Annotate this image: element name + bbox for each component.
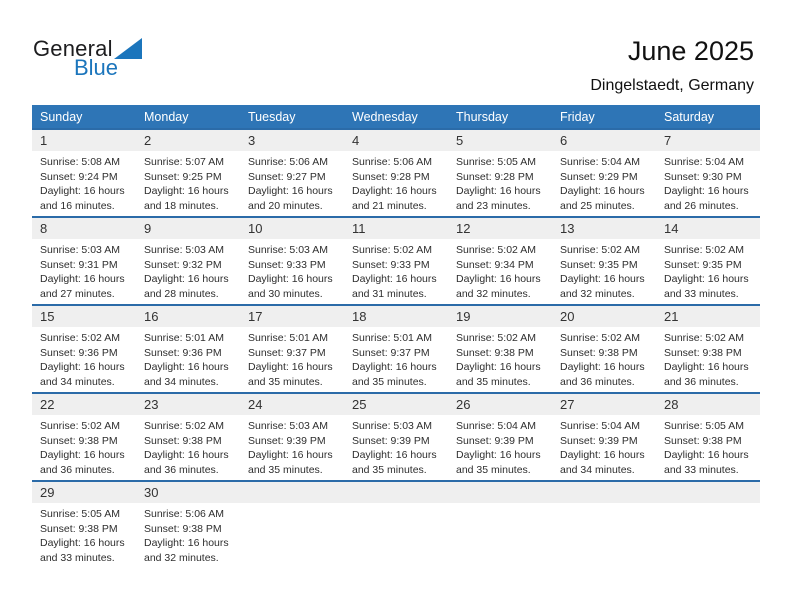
day-cell-details [240,151,344,213]
sunrise-line: Sunrise: 5:02 AM [664,244,744,256]
title-block [590,36,754,95]
sunset-line: Sunset: 9:33 PM [248,258,326,271]
day-cell-details [656,239,760,301]
week-details-row [32,151,760,213]
weekday-label-friday: Friday [560,109,595,124]
daylight-line-2: and 21 minutes. [352,199,427,212]
day-number: 13 [560,221,575,236]
daylight-line-1: Daylight: 16 hours [456,185,541,197]
empty-day-cell [344,503,448,565]
day-cell-details [240,239,344,301]
day-number-band [32,306,760,327]
sunrise-line: Sunrise: 5:04 AM [456,420,536,432]
day-cell-details [552,415,656,477]
sunrise-line: Sunrise: 5:03 AM [144,244,224,256]
daylight-line-2: and 35 minutes. [456,375,531,388]
daylight-line-2: and 23 minutes. [456,199,531,212]
daylight-line-1: Daylight: 16 hours [456,361,541,373]
week-details-row [32,415,760,477]
daylight-line-2: and 34 minutes. [560,463,635,476]
sunset-line: Sunset: 9:38 PM [664,434,742,447]
sunset-line: Sunset: 9:36 PM [40,346,118,359]
daylight-line-2: and 20 minutes. [248,199,323,212]
sunset-line: Sunset: 9:38 PM [664,346,742,359]
empty-day-cell [448,503,552,565]
daylight-line-1: Daylight: 16 hours [248,449,333,461]
sunset-line: Sunset: 9:38 PM [144,522,222,535]
day-number: 6 [560,133,568,148]
day-cell-details [448,151,552,213]
logo-text-blue: Blue [74,55,119,80]
empty-day-cell [552,503,656,565]
daylight-line-2: and 36 minutes. [664,375,739,388]
sunset-line: Sunset: 9:32 PM [144,258,222,271]
week-row [32,216,760,304]
day-cell-details [240,415,344,477]
sunrise-line: Sunrise: 5:02 AM [456,244,536,256]
sunset-line: Sunset: 9:39 PM [560,434,638,447]
sunset-line: Sunset: 9:36 PM [144,346,222,359]
daylight-line-1: Daylight: 16 hours [144,273,229,285]
weekday-label-wednesday: Wednesday [352,109,418,124]
sunrise-line: Sunrise: 5:07 AM [144,156,224,168]
day-number-band [32,218,760,239]
day-cell-details [240,327,344,389]
day-number: 28 [664,397,679,412]
sunset-line: Sunset: 9:31 PM [40,258,118,271]
sunset-line: Sunset: 9:39 PM [352,434,430,447]
day-cell-details [32,151,136,213]
empty-day-cell [240,503,344,565]
day-cell-details [656,151,760,213]
day-cell-details [656,327,760,389]
empty-day-number [552,482,656,503]
day-number: 18 [352,309,367,324]
daylight-line-1: Daylight: 16 hours [352,361,437,373]
sunset-line: Sunset: 9:37 PM [248,346,326,359]
sunset-line: Sunset: 9:24 PM [40,170,118,183]
sunrise-line: Sunrise: 5:05 AM [456,156,536,168]
daylight-line-2: and 36 minutes. [144,463,219,476]
daylight-line-2: and 35 minutes. [248,463,323,476]
sunset-line: Sunset: 9:38 PM [40,522,118,535]
sunrise-line: Sunrise: 5:08 AM [40,156,120,168]
day-number: 15 [40,309,55,324]
day-cell-details [136,327,240,389]
sunset-line: Sunset: 9:33 PM [352,258,430,271]
day-cell-details [344,415,448,477]
day-number: 26 [456,397,471,412]
day-number: 25 [352,397,367,412]
sunrise-line: Sunrise: 5:03 AM [40,244,120,256]
daylight-line-2: and 33 minutes. [664,287,739,300]
sunrise-line: Sunrise: 5:02 AM [40,420,120,432]
weekday-label-monday: Monday [144,109,189,124]
day-number: 22 [40,397,55,412]
sunrise-line: Sunrise: 5:02 AM [560,244,640,256]
sunrise-line: Sunrise: 5:02 AM [40,332,120,344]
day-cell-details [32,503,136,565]
empty-day-number [344,482,448,503]
daylight-line-1: Daylight: 16 hours [560,273,645,285]
daylight-line-1: Daylight: 16 hours [560,185,645,197]
sunset-line: Sunset: 9:25 PM [144,170,222,183]
daylight-line-1: Daylight: 16 hours [352,185,437,197]
daylight-line-2: and 27 minutes. [40,287,115,300]
sunset-line: Sunset: 9:28 PM [456,170,534,183]
sunset-line: Sunset: 9:35 PM [560,258,638,271]
day-number: 27 [560,397,575,412]
day-number: 8 [40,221,48,236]
daylight-line-2: and 33 minutes. [664,463,739,476]
day-cell-details [656,415,760,477]
day-number-band [32,130,760,151]
daylight-line-1: Daylight: 16 hours [248,185,333,197]
daylight-line-1: Daylight: 16 hours [560,449,645,461]
day-number: 29 [40,485,55,500]
daylight-line-1: Daylight: 16 hours [144,449,229,461]
day-cell-details [448,239,552,301]
day-number: 16 [144,309,159,324]
sunrise-line: Sunrise: 5:03 AM [352,420,432,432]
day-cell-details [448,415,552,477]
day-number: 12 [456,221,471,236]
weekday-label-saturday: Saturday [664,109,715,124]
daylight-line-2: and 35 minutes. [352,375,427,388]
day-cell-details [136,415,240,477]
daylight-line-1: Daylight: 16 hours [560,361,645,373]
month-title: June 2025 [627,36,754,66]
day-number: 1 [40,133,48,148]
daylight-line-1: Daylight: 16 hours [248,361,333,373]
day-number: 4 [352,133,360,148]
day-number: 14 [664,221,679,236]
day-cell-details [136,151,240,213]
day-number: 7 [664,133,672,148]
daylight-line-2: and 30 minutes. [248,287,323,300]
daylight-line-2: and 32 minutes. [456,287,531,300]
daylight-line-1: Daylight: 16 hours [40,537,125,549]
daylight-line-1: Daylight: 16 hours [40,361,125,373]
daylight-line-1: Daylight: 16 hours [352,273,437,285]
sunrise-line: Sunrise: 5:02 AM [456,332,536,344]
day-number: 30 [144,485,159,500]
daylight-line-1: Daylight: 16 hours [664,273,749,285]
day-cell-details [32,327,136,389]
sunset-line: Sunset: 9:30 PM [664,170,742,183]
daylight-line-2: and 35 minutes. [456,463,531,476]
sunset-line: Sunset: 9:38 PM [560,346,638,359]
daylight-line-1: Daylight: 16 hours [664,185,749,197]
daylight-line-2: and 35 minutes. [352,463,427,476]
empty-day-number [448,482,552,503]
daylight-line-2: and 34 minutes. [144,375,219,388]
sunrise-line: Sunrise: 5:06 AM [352,156,432,168]
weekday-label-thursday: Thursday [456,109,509,124]
sunset-line: Sunset: 9:35 PM [664,258,742,271]
calendar-weeks [32,128,760,568]
day-cell-details [32,239,136,301]
day-number-band [32,394,760,415]
sunset-line: Sunset: 9:39 PM [456,434,534,447]
sunrise-line: Sunrise: 5:01 AM [248,332,328,344]
daylight-line-2: and 36 minutes. [40,463,115,476]
sunrise-line: Sunrise: 5:01 AM [144,332,224,344]
empty-day-number [656,482,760,503]
week-row [32,480,760,568]
daylight-line-2: and 35 minutes. [248,375,323,388]
calendar-table [32,105,760,568]
sunrise-line: Sunrise: 5:06 AM [144,508,224,520]
day-number: 10 [248,221,263,236]
daylight-line-1: Daylight: 16 hours [144,185,229,197]
week-row [32,128,760,216]
day-cell-details [344,327,448,389]
general-blue-logo [33,38,142,78]
sunrise-line: Sunrise: 5:01 AM [352,332,432,344]
day-number: 11 [352,221,366,236]
day-cell-details [552,239,656,301]
week-row [32,392,760,480]
sunset-line: Sunset: 9:39 PM [248,434,326,447]
daylight-line-2: and 32 minutes. [560,287,635,300]
day-number: 17 [248,309,263,324]
day-cell-details [552,327,656,389]
day-number: 9 [144,221,152,236]
sunrise-line: Sunrise: 5:03 AM [248,420,328,432]
daylight-line-1: Daylight: 16 hours [664,449,749,461]
day-cell-details [32,415,136,477]
sunset-line: Sunset: 9:38 PM [40,434,118,447]
day-number: 23 [144,397,159,412]
day-number: 3 [248,133,256,148]
sunrise-line: Sunrise: 5:03 AM [248,244,328,256]
daylight-line-2: and 18 minutes. [144,199,219,212]
sunset-line: Sunset: 9:28 PM [352,170,430,183]
day-number: 5 [456,133,464,148]
daylight-line-2: and 36 minutes. [560,375,635,388]
daylight-line-2: and 25 minutes. [560,199,635,212]
daylight-line-2: and 31 minutes. [352,287,427,300]
day-number: 20 [560,309,575,324]
day-number: 21 [664,309,679,324]
daylight-line-2: and 32 minutes. [144,551,219,564]
sunrise-line: Sunrise: 5:06 AM [248,156,328,168]
sunrise-line: Sunrise: 5:02 AM [144,420,224,432]
daylight-line-1: Daylight: 16 hours [144,361,229,373]
day-number: 19 [456,309,471,324]
logo-text-general: General [33,36,113,61]
day-cell-details [344,239,448,301]
daylight-line-2: and 28 minutes. [144,287,219,300]
sunset-line: Sunset: 9:27 PM [248,170,326,183]
sunrise-line: Sunrise: 5:05 AM [664,420,744,432]
week-details-row [32,239,760,301]
daylight-line-2: and 26 minutes. [664,199,739,212]
day-number-band [32,482,760,503]
sunrise-line: Sunrise: 5:04 AM [664,156,744,168]
sunset-line: Sunset: 9:37 PM [352,346,430,359]
daylight-line-1: Daylight: 16 hours [456,273,541,285]
day-cell-details [136,239,240,301]
weekday-label-sunday: Sunday [40,109,83,124]
daylight-line-1: Daylight: 16 hours [40,273,125,285]
sunset-line: Sunset: 9:38 PM [144,434,222,447]
daylight-line-1: Daylight: 16 hours [144,537,229,549]
daylight-line-2: and 34 minutes. [40,375,115,388]
day-cell-details [344,151,448,213]
week-details-row [32,327,760,389]
daylight-line-2: and 33 minutes. [40,551,115,564]
day-cell-details [552,151,656,213]
daylight-line-1: Daylight: 16 hours [352,449,437,461]
empty-day-cell [656,503,760,565]
daylight-line-1: Daylight: 16 hours [40,449,125,461]
sunset-line: Sunset: 9:29 PM [560,170,638,183]
sunrise-line: Sunrise: 5:04 AM [560,420,640,432]
weekday-label-tuesday: Tuesday [248,109,296,124]
week-row [32,304,760,392]
day-number: 24 [248,397,263,412]
day-cell-details [448,327,552,389]
daylight-line-1: Daylight: 16 hours [664,361,749,373]
sunset-line: Sunset: 9:38 PM [456,346,534,359]
daylight-line-1: Daylight: 16 hours [40,185,125,197]
location-subtitle: Dingelstaedt, Germany [590,77,754,94]
sunrise-line: Sunrise: 5:05 AM [40,508,120,520]
sunrise-line: Sunrise: 5:02 AM [560,332,640,344]
sunrise-line: Sunrise: 5:02 AM [352,244,432,256]
day-number: 2 [144,133,152,148]
empty-day-number [240,482,344,503]
weekday-header-row [32,105,760,128]
sunrise-line: Sunrise: 5:02 AM [664,332,744,344]
sunrise-line: Sunrise: 5:04 AM [560,156,640,168]
daylight-line-1: Daylight: 16 hours [456,449,541,461]
sunset-line: Sunset: 9:34 PM [456,258,534,271]
daylight-line-1: Daylight: 16 hours [248,273,333,285]
day-cell-details [136,503,240,565]
week-details-row [32,503,760,565]
daylight-line-2: and 16 minutes. [40,199,115,212]
